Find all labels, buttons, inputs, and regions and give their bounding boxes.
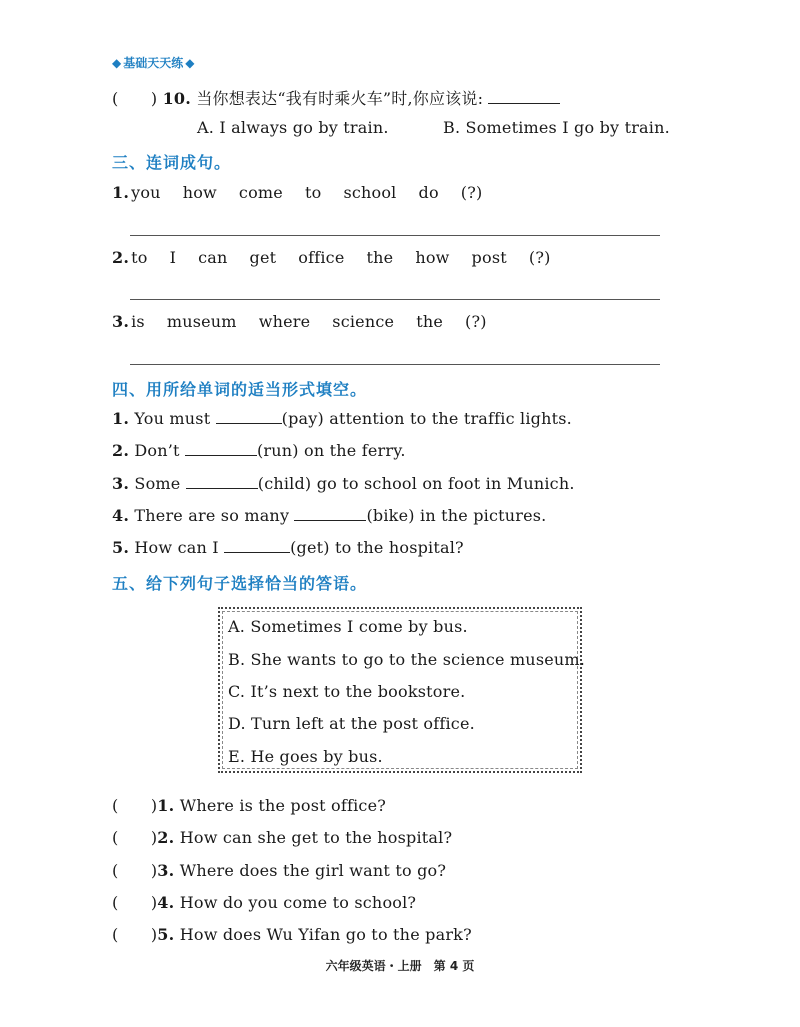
word: school (343, 183, 397, 202)
text-before: Don’t (134, 441, 180, 460)
item-number: 3. (112, 474, 130, 493)
item-number: 1. (112, 409, 130, 428)
brand-banner (112, 54, 194, 71)
reorder-item-3 (112, 312, 509, 331)
answer-paren[interactable]: ( ) (112, 893, 158, 912)
word-hint: (run) (256, 441, 299, 460)
section-3-title: 三、连词成句。 (112, 153, 232, 172)
fill-item-5 (112, 538, 464, 557)
fill-blank[interactable] (186, 474, 258, 489)
word-hint: (get) (290, 538, 330, 557)
question-text: How can she get to the hospital? (179, 828, 453, 847)
choice-option-e: E. He goes by bus. (228, 747, 383, 766)
question-text: Where does the girl want to go? (179, 861, 447, 880)
diamond-left-icon: ◆ (112, 55, 122, 70)
word: office (298, 248, 345, 267)
word: to (131, 248, 148, 267)
choice-option-a: A. Sometimes I come by bus. (228, 617, 468, 636)
reorder-item-1 (112, 183, 504, 202)
choice-option-b: B. She wants to go to the science museum. (228, 650, 586, 669)
question-prompt: 当你想表达“我有时乘火车”时,你应该说: (196, 89, 484, 108)
word-hint: (pay) (281, 409, 324, 428)
text-before: Some (134, 474, 181, 493)
question-text: How do you come to school? (179, 893, 417, 912)
answer-paren[interactable]: ( ) (112, 828, 158, 847)
item-number: 3. (112, 312, 130, 331)
answer-line-1[interactable] (130, 235, 660, 236)
word: to (304, 183, 322, 202)
question-10 (112, 86, 560, 109)
word: science (332, 312, 395, 331)
text-after: to the hospital? (335, 538, 464, 557)
word: (?) (465, 312, 487, 331)
fill-item-1 (112, 409, 572, 428)
text-before: You must (134, 409, 211, 428)
answer-paren[interactable]: ( ) (112, 925, 158, 944)
section-4-title: 四、用所给单词的适当形式填空。 (112, 380, 368, 399)
answer-blank[interactable] (488, 89, 560, 104)
word: you (131, 183, 161, 202)
section-5-title: 五、给下列句子选择恰当的答语。 (112, 574, 368, 593)
match-question-5 (112, 922, 472, 945)
item-number: 1. (112, 183, 130, 202)
text-after: in the pictures. (420, 506, 547, 525)
word-hint: (child) (257, 474, 312, 493)
answer-line-3[interactable] (130, 364, 660, 365)
choice-option-c: C. It’s next to the bookstore. (228, 682, 466, 701)
word: is (131, 312, 145, 331)
word: do (418, 183, 439, 202)
brand-title: 基础天天练 (123, 56, 184, 70)
word: can (198, 248, 228, 267)
fill-blank[interactable] (185, 441, 257, 456)
word: the (416, 312, 443, 331)
question-number: 10. (162, 89, 192, 108)
word: (?) (528, 248, 551, 267)
reorder-item-2 (112, 248, 573, 267)
fill-blank[interactable] (216, 409, 282, 424)
word: I (169, 248, 177, 267)
fill-item-2 (112, 441, 406, 460)
item-number: 4. (112, 506, 130, 525)
question-text: How does Wu Yifan go to the park? (179, 925, 472, 944)
word: how (182, 183, 217, 202)
text-before: There are so many (134, 506, 290, 525)
word-hint: (bike) (366, 506, 415, 525)
item-number: 5. (112, 538, 130, 557)
match-question-3 (112, 858, 446, 881)
answer-paren[interactable]: ( ) (112, 861, 158, 880)
item-number: 2. (112, 248, 130, 267)
question-number: 4. (157, 893, 175, 912)
question-number: 2. (157, 828, 175, 847)
question-text: Where is the post office? (179, 796, 387, 815)
word: (?) (460, 183, 483, 202)
word: how (415, 248, 450, 267)
choice-option-d: D. Turn left at the post office. (228, 714, 475, 733)
text-after: go to school on foot in Munich. (316, 474, 575, 493)
question-number: 3. (157, 861, 175, 880)
match-question-1 (112, 793, 386, 816)
option-a[interactable]: A. I always go by train. (197, 118, 389, 137)
text-before: How can I (134, 538, 219, 557)
fill-blank[interactable] (224, 538, 290, 553)
diamond-right-icon: ◆ (185, 55, 195, 70)
word: post (471, 248, 507, 267)
word: the (366, 248, 394, 267)
word: get (249, 248, 277, 267)
answer-paren[interactable]: ( ) (112, 89, 158, 108)
text-after: on the ferry. (304, 441, 406, 460)
option-b[interactable]: B. Sometimes I go by train. (443, 118, 670, 137)
match-question-2 (112, 825, 452, 848)
answer-line-2[interactable] (130, 299, 660, 300)
match-question-4 (112, 890, 416, 913)
fill-item-3 (112, 474, 575, 493)
answer-paren[interactable]: ( ) (112, 796, 158, 815)
word: museum (166, 312, 237, 331)
page-footer: 六年级英语・上册 第 4 页 (325, 959, 475, 973)
word: come (238, 183, 283, 202)
fill-blank[interactable] (294, 506, 366, 521)
item-number: 2. (112, 441, 130, 460)
fill-item-4 (112, 506, 546, 525)
question-number: 1. (157, 796, 175, 815)
question-number: 5. (157, 925, 175, 944)
text-after: attention to the traffic lights. (329, 409, 572, 428)
word: where (258, 312, 311, 331)
